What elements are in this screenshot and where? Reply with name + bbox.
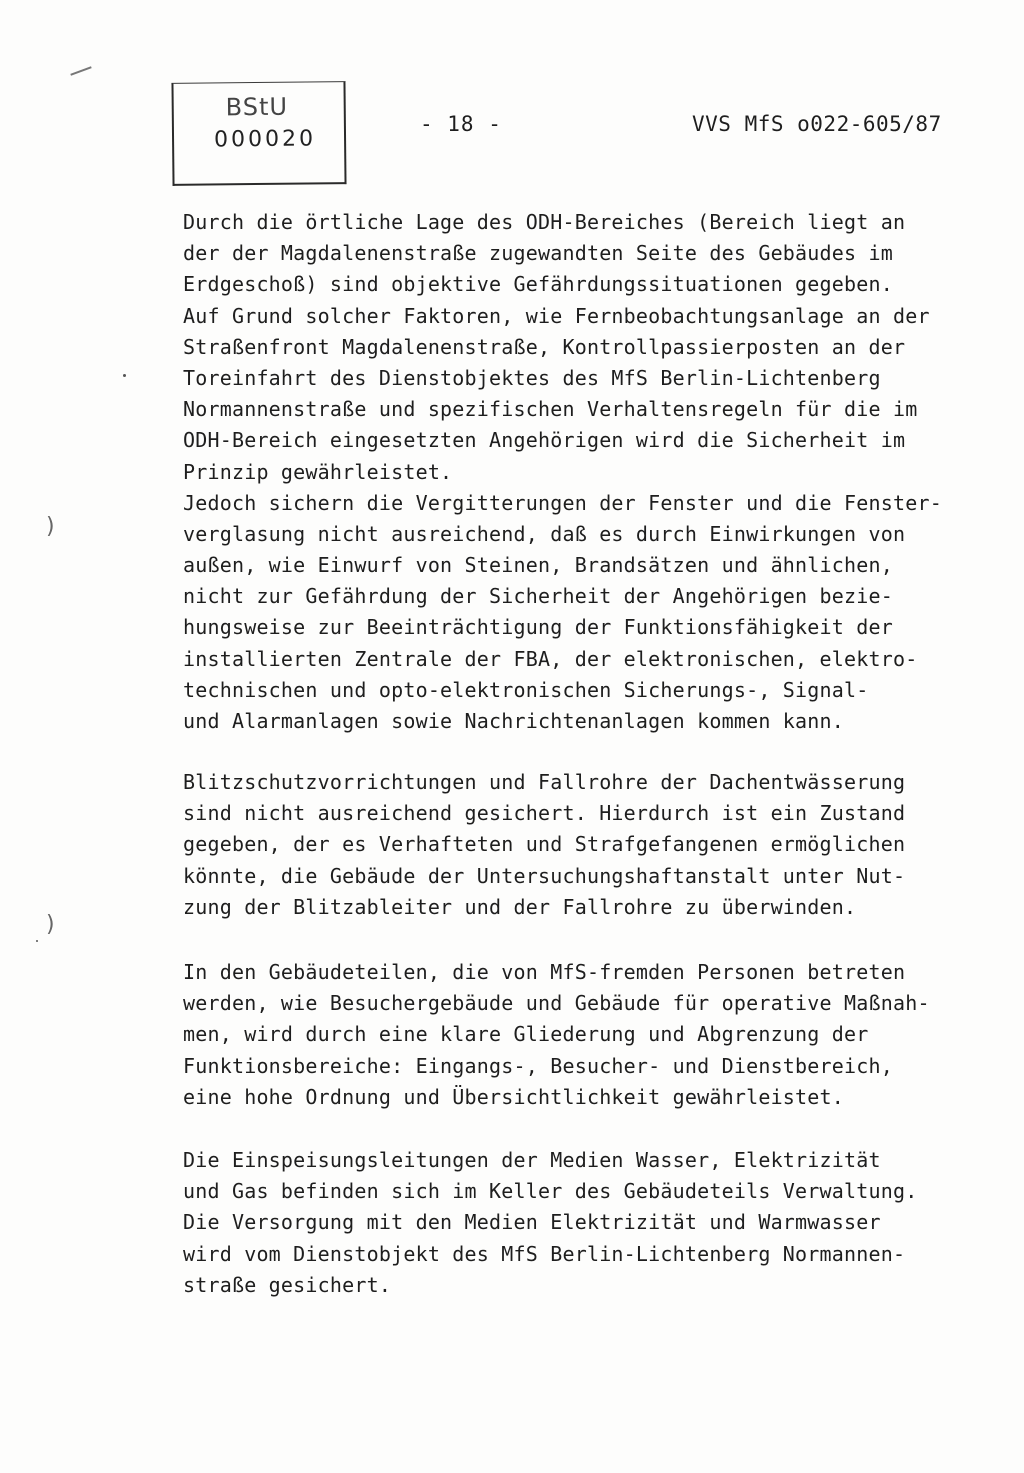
paragraph-4 — [183, 1145, 917, 1301]
text-line: Auf Grund solcher Faktoren, wie Fernbeobachtungsanlage an der — [183, 303, 930, 328]
text-line: In den Gebäudeteilen, die von MfS-fremden Personen betreten — [183, 960, 906, 984]
scan-speck — [123, 374, 126, 377]
text-line: außen, wie Einwurf von Steinen, Brandsätzen und ähnlichen, — [183, 553, 893, 578]
text-line: hungsweise zur Beeinträchtigung der Funktionsfähigkeit der — [183, 615, 893, 640]
text-line: straße gesichert. — [183, 1272, 392, 1297]
text-line: Jedoch sichern die Vergitterungen der Fenster und die Fenster- — [183, 490, 942, 515]
text-line: und Gas befinden sich im Keller des Gebäudeteils Verwaltung. — [183, 1179, 918, 1204]
pen-mark — [70, 66, 91, 75]
text-line: Prinzip gewährleistet. — [183, 459, 453, 484]
text-line: men, wird durch eine klare Gliederung und Abgrenzung der — [183, 1022, 869, 1047]
text-line: gegeben, der es Verhafteten und Strafgefangenen ermöglichen — [183, 832, 906, 857]
text-line: installierten Zentrale der FBA, der elektronischen, elektro- — [183, 646, 918, 671]
page-number: - 18 - — [420, 112, 502, 136]
text-line: eine hohe Ordnung und Übersichtlichkeit gewährleistet. — [183, 1084, 845, 1109]
text-line: Blitzschutzvorrichtungen und Fallrohre der Dachentwässerung — [183, 770, 906, 794]
paragraph-2 — [183, 767, 905, 923]
text-line: nicht zur Gefährdung der Sicherheit der Angehörigen bezie- — [183, 584, 893, 609]
text-line: Toreinfahrt des Dienstobjektes des MfS Berlin-Lichtenberg — [183, 365, 881, 390]
text-line: wird vom Dienstobjekt des MfS Berlin-Lichtenberg Normannen- — [183, 1241, 906, 1266]
text-line: Straßenfront Magdalenenstraße, Kontrollpassierposten an der — [183, 334, 906, 359]
text-line: zung der Blitzableiter und der Fallrohre zu überwinden. — [183, 894, 857, 919]
text-line: verglasung nicht ausreichend, daß es durch Einwirkungen von — [183, 521, 906, 546]
text-line: sind nicht ausreichend gesichert. Hierdurch ist ein Zustand — [183, 801, 906, 826]
margin-mark: ) — [46, 514, 55, 539]
paragraph-1 — [183, 207, 942, 737]
paragraph-3 — [183, 957, 930, 1113]
text-line: könnte, die Gebäude der Untersuchungshaftanstalt unter Nut- — [183, 863, 906, 888]
scan-speck — [36, 940, 38, 942]
text-line: Die Versorgung mit den Medien Elektrizität und Warmwasser — [183, 1210, 881, 1235]
document-reference: VVS MfS o022-605/87 — [692, 112, 942, 136]
text-line: der der Magdalenenstraße zugewandten Seite des Gebäudes im — [183, 241, 893, 266]
text-line: Funktionsbereiche: Eingangs-, Besucher- und Dienstbereich, — [183, 1053, 893, 1078]
text-line: ODH-Bereich eingesetzten Angehörigen wird die Sicherheit im — [183, 428, 906, 453]
margin-mark: ) — [46, 912, 55, 937]
text-line: Die Einspeisungsleitungen der Medien Wasser, Elektrizität — [183, 1148, 881, 1172]
stamp-archive-number: 000020 — [213, 126, 317, 153]
text-line: und Alarmanlagen sowie Nachrichtenanlagen kommen kann. — [183, 709, 845, 733]
text-line: Erdgeschoß) sind objektive Gefährdungssituationen gegeben. — [183, 272, 893, 297]
stamp-archive-label: BStU — [225, 92, 289, 122]
text-line: Durch die örtliche Lage des ODH-Bereiches (Bereich liegt an — [183, 210, 906, 234]
text-line: werden, wie Besuchergebäude und Gebäude für operative Maßnah- — [183, 991, 930, 1016]
text-line: technischen und opto-elektronischen Sicherungs-, Signal- — [183, 677, 869, 702]
text-line: Normannenstraße und spezifischen Verhaltensregeln für die im — [183, 397, 918, 422]
archive-stamp — [171, 81, 346, 186]
